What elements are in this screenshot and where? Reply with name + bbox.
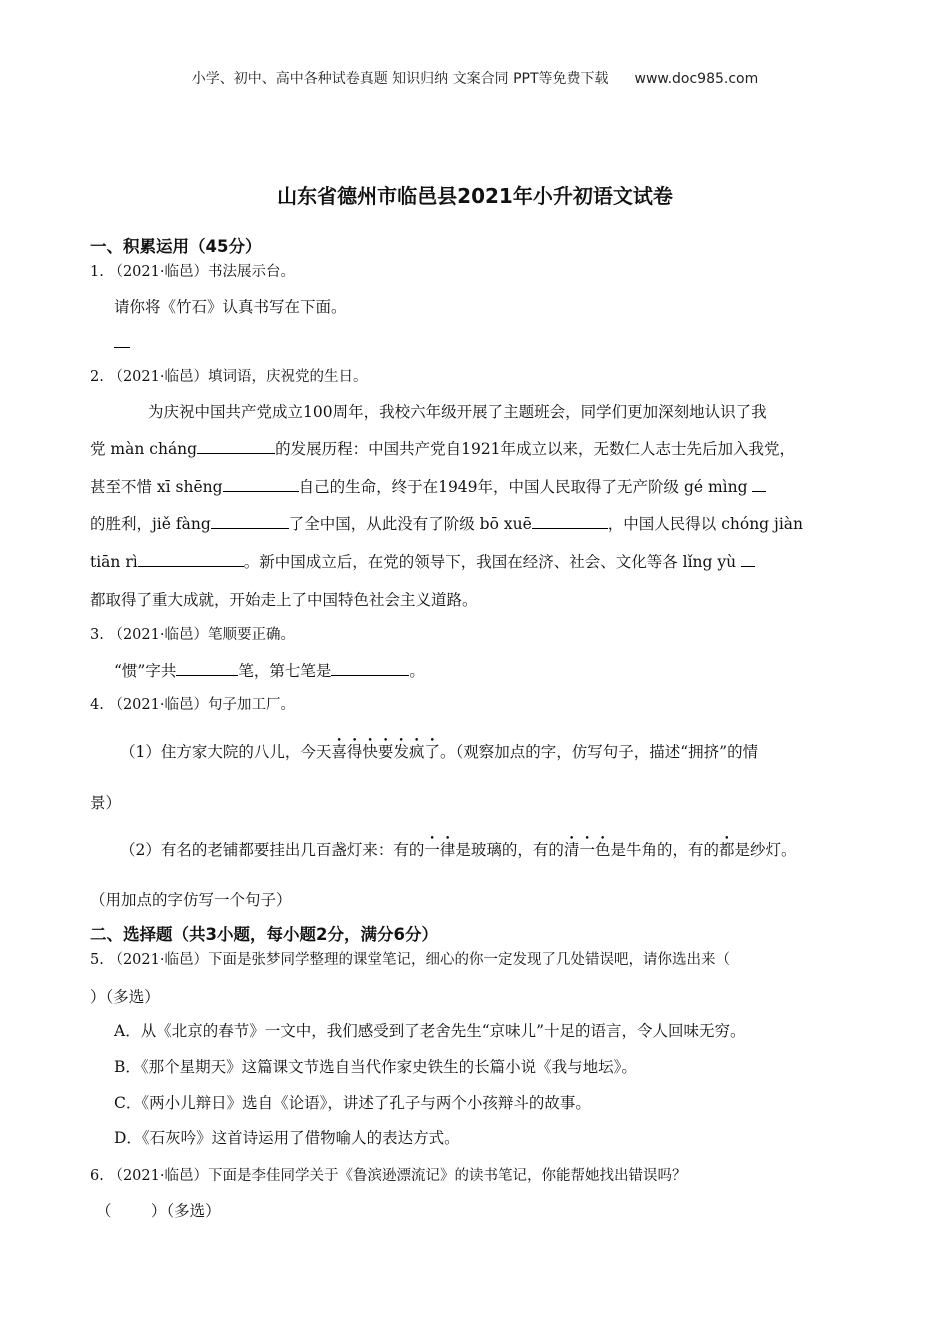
blank-ling-yu[interactable]: [741, 551, 755, 568]
q5-option-b[interactable]: B．《那个星期天》这篇课文节选自当代作家史铁生的长篇小说《我与地坛》。: [114, 1058, 637, 1076]
q4-label: 4. （2021·临邑）句子加工厂。: [90, 697, 295, 713]
dotted-char: 得: [346, 743, 363, 761]
dotted-char: 疯: [408, 743, 425, 761]
q1-answer-line[interactable]: [114, 347, 130, 348]
dotted-char: 发: [393, 743, 409, 761]
q2-label: 2. （2021·临邑）填词语，庆祝党的生日。: [90, 369, 368, 385]
q4-p1-pre: （1）住方家大院的八儿，今天: [120, 743, 332, 761]
q5-label: 5. （2021·临邑）下面是张梦同学整理的课堂笔记，细心的你一定发现了几处错误吧，请你选出来（: [90, 952, 730, 968]
q1-instruction: 请你将《竹石》认真书写在下面。: [114, 298, 347, 316]
q2-line-6: 都取得了重大成就，开始走上了中国特色社会主义道路。: [90, 591, 478, 609]
q5-option-a[interactable]: A．从《北京的春节》一文中，我们感受到了老舍先生“京味儿”十足的语言，令人回味无穷。: [114, 1022, 746, 1040]
page-header: [0, 68, 950, 88]
q4-part2: [120, 838, 797, 860]
dotted-char: 要: [377, 743, 394, 761]
blank-man-chang[interactable]: [197, 438, 275, 455]
q3-body: [114, 659, 425, 681]
q2-line-4: [90, 512, 803, 534]
dotted-char: 喜: [331, 743, 347, 761]
dotted-char: 快: [362, 743, 378, 761]
q2-line-2-text: 的发展历程：中国共产党自1921年成立以来，无数仁人志士先后加入我党，: [275, 440, 796, 458]
q2-line-2: [90, 437, 795, 459]
pinyin-man-chang: 党 màn cháng: [90, 440, 198, 458]
q4-p2-a: （2）有名的老铺都要挂出几百盏灯来：有的: [120, 841, 425, 859]
pinyin-bo-xue: 了全中国，从此没有了阶级 bō xuē: [288, 515, 532, 533]
header-site[interactable]: www.doc985.com: [634, 71, 759, 87]
q5-option-c[interactable]: C．《两小儿辩日》选自《论语》，讲述了孔子与两个小孩辩斗的故事。: [114, 1094, 591, 1112]
header-text: 小学、初中、高中各种试卷真题 知识归纳 文案合同 PPT等免费下载: [191, 71, 609, 87]
q2-line-5: [90, 550, 755, 572]
q4-p2-b: 是玻璃的，有的: [455, 841, 564, 859]
paper-title: 山东省德州市临邑县2021年小升初语文试卷: [277, 184, 673, 208]
q4-part2-cont: （用加点的字仿写一个句子）: [90, 891, 292, 909]
blank-ge-ming[interactable]: [752, 476, 766, 493]
q2-line-3: [90, 475, 766, 497]
pinyin-xi-sheng: 甚至不惜 xī shēng: [90, 478, 223, 496]
q4-p2-c: 是牛角的，有的: [610, 841, 719, 859]
q1-label: 1. （2021·临邑）书法展示台。: [90, 264, 295, 280]
q3-label: 3. （2021·临邑）笔顺要正确。: [90, 627, 295, 643]
q3-text-1: “惯”字共: [114, 662, 177, 680]
blank-bo-xue[interactable]: [532, 513, 608, 530]
q3-text-2: 笔，第七笔是: [238, 662, 332, 680]
section2-heading: 二、选择题（共3小题，每小题2分，满分6分）: [90, 925, 438, 944]
q2-line-5-text: 。新中国成立后，在党的领导下，我国在经济、社会、文化等各 lǐng yù: [243, 553, 737, 571]
blank-jie-fang[interactable]: [211, 513, 289, 530]
dotted-char: 一: [579, 841, 595, 859]
q4-part1: [120, 740, 758, 762]
q4-part1-cont: 景）: [90, 794, 122, 812]
dotted-char: 律: [439, 841, 456, 859]
q4-p2-d: 是纱灯。: [734, 841, 797, 859]
dotted-char: 清: [563, 841, 580, 859]
dotted-char: 色: [594, 841, 611, 859]
q2-line-3-text: 自己的生命，终于在1949年，中国人民取得了无产阶级 gé mìng: [298, 478, 748, 496]
q5-option-d[interactable]: D．《石灰吟》这首诗运用了借物喻人的表达方式。: [114, 1129, 460, 1147]
blank-stroke-count[interactable]: [176, 660, 238, 677]
q4-p1-post: 。（观察加点的字，仿写句子，描述“拥挤”的情: [439, 743, 759, 761]
blank-xi-sheng[interactable]: [223, 476, 299, 493]
dotted-char: 都: [718, 841, 735, 859]
q3-text-3: 。: [409, 662, 425, 680]
section1-heading: 一、积累运用（45分）: [90, 237, 262, 256]
blank-tian-ri[interactable]: [138, 551, 244, 568]
pinyin-chong-jian: ，中国人民得以 chóng jiàn: [607, 515, 804, 533]
q6-label: 6. （2021·临邑）下面是李佳同学关于《鲁滨逊漂流记》的读书笔记，你能帮她找出错误吗？: [90, 1168, 687, 1184]
dotted-char: 一: [424, 841, 440, 859]
pinyin-jie-fang: 的胜利，jiě fàng: [90, 515, 211, 533]
q2-line-1: 为庆祝中国共产党成立100周年，我校六年级开展了主题班会，同学们更加深刻地认识了我: [148, 403, 767, 421]
blank-seventh-stroke[interactable]: [331, 660, 409, 677]
q6-cont: （ ）（多选）: [96, 1202, 221, 1220]
pinyin-tian-ri: tiān rì: [90, 553, 138, 571]
q5-cont: ）（多选）: [90, 988, 160, 1006]
dotted-char: 了: [424, 743, 440, 761]
